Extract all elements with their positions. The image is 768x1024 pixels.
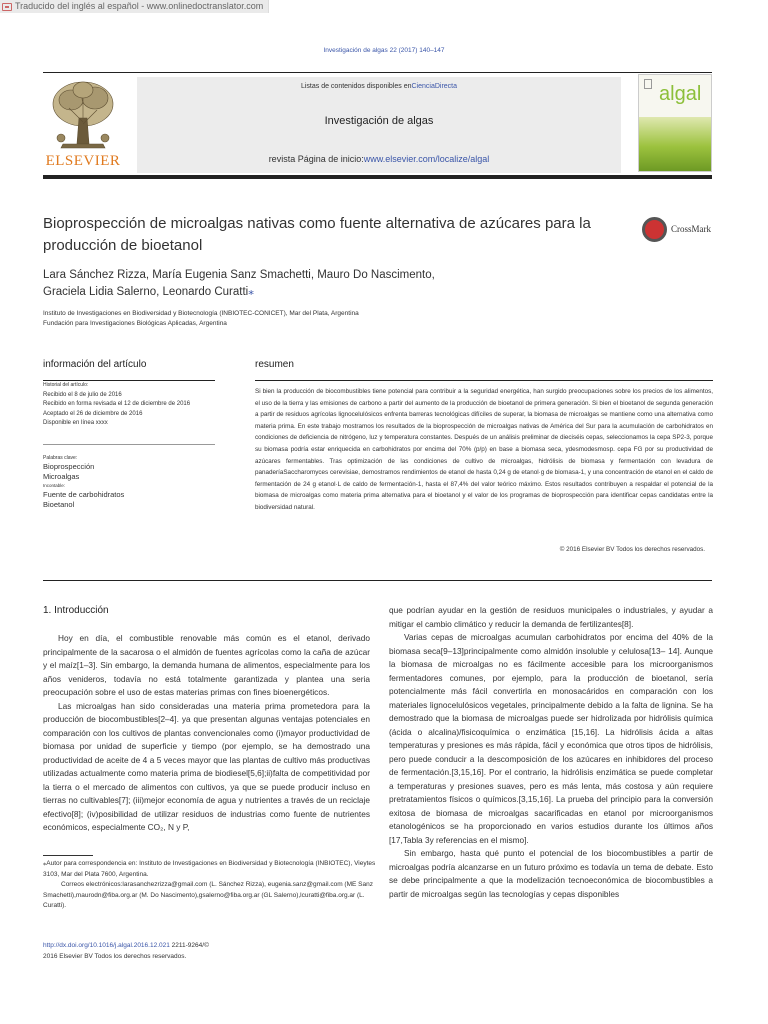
authors-line-1: Lara Sánchez Rizza, María Eugenia Sanz Smachetti, Mauro Do Nascimento,	[43, 269, 435, 281]
abstract-heading: resumen	[255, 359, 294, 370]
left-column	[43, 632, 370, 835]
footnote-emails: Correos electrónicos:larasanchezrizza@gmail.com (L. Sánchez Rizza), eugenia.sanz@gmail.com (ME Sanz Smachetti),maurodn@fiba.org.ar (M. Do Nascimento),gsalerno@fiba.org.ar (GL Salerno),lcuratti@fiba.org.ar (L. Curatti).	[43, 881, 373, 909]
journal-name: Investigación de algas	[324, 115, 434, 127]
section-title: 1. Introducción	[43, 605, 109, 616]
paragraph: Sin embargo, hasta qué punto el potencial de los biocombustibles a partir de microalgas podría alcanzarse en un futuro próximo es todavía un tema de debate. Esto se debe principalmente a que la modelización tecnoeconómica de biocombustibles a partir de microalgas según las tecnologías y cepas disponibles	[389, 848, 713, 899]
footnote-rule	[43, 855, 93, 856]
doi-copyright: 2016 Elsevier BV Todos los derechos reservados.	[43, 953, 187, 960]
history-label: Historial del artículo:	[43, 382, 89, 388]
affiliation-1: Instituto de Investigaciones en Biodiversidad y Biotecnología (INBIOTEC-CONICET), Mar del Plata, Argentina	[43, 310, 359, 317]
tree-icon	[43, 78, 123, 154]
doi-line	[43, 940, 378, 951]
affiliations	[43, 309, 463, 329]
keywords-label: Palabras clave:	[43, 455, 78, 461]
elsevier-logo	[43, 78, 123, 170]
abstract-copyright: © 2016 Elsevier BV Todos los derechos reservados.	[559, 546, 705, 553]
keywords-label-2: Incontable:	[43, 483, 66, 488]
keywords-rule	[43, 444, 215, 445]
homepage-prefix: revista Página de inicio:	[268, 154, 364, 164]
translation-banner[interactable]	[0, 0, 269, 13]
abstract-bottom-rule	[43, 580, 712, 581]
keyword-3: Fuente de carbohidratos	[43, 490, 125, 499]
cover-title: algal	[659, 83, 702, 105]
paragraph: que podrían ayudar en la gestión de residuos municipales o industriales, y ayudar a mitigar el cambio climático y reducir la demanda de fertilizantes[8].	[389, 605, 713, 629]
abstract-text: Si bien la producción de biocombustibles tiene potencial para contribuir a la seguridad energética, han surgido preocupaciones sobre los precios de los alimentos, el uso de la tierra y las emisiones de carbono a partir del aumento de la producción de bioetanol de primera generación. Si bien el bioetanol de segunda generación a partir de residuos agrícolas lignocelulósicos enfrenta barreras tecnológicas difíciles de superar, la biomasa de microalgas se mantiene como una alternativa como materia prima. En este trabajo mostramos los resultados de la bioprospección de microalgas nativas de América del Sur para la acumulación de carbohidratos en condiciones de deficiencia de nitrógeno, luz y temperatura constantes. Después de un análisis preliminar de dieciséis cepas, seleccionamos la cepa SP2-3, porque su biomasa podría estar enriquecida en carbohidratos por encima del 70% (p/p) en base a biomasa seca, ydesmodesmosp. cepa FG por su productividad de azúcares fermentables. Tras optimización de las condiciones de cultivo de microalgas, hidrólisis de biomasa y fermentación con levadura de panaderíaSaccharomyces cerevisiae, demostramos rendimientos de etanol de hasta 0,24 g de etanol·g de biomasa-1, y una concentración de etanol en el caldo de fermentación de 24 g etanol·L de caldo de fermentación-1, hasta el 87,4% del valor teórico máximo. Estos resultados contribuyen a respaldar el potencial de la biomasa de microalgas como materia prima alternativa para el bioetanol y el valor de los programas de bioprospección para identificar cepas candidatas entre la biodiversidad natural.	[255, 388, 713, 511]
history-online: Disponible en línea xxxx	[43, 420, 108, 426]
keyword-4: Bioetanol	[43, 500, 75, 509]
article-history	[43, 381, 215, 429]
paragraph: Las microalgas han sido consideradas una materia prima prometedora para la producción de biocombustibles[2–4]. ya que presentan algunas ventajas potenciales en comparación con los cultivos de plantas convencionales como (i)mayor productividad de biomasa por unidad de superficie y tiempo (por ejemplo, se ha demostrado una productividad de aceite de 4 a 5 veces mayor que las plantas de cultivo más productivas utilizadas actualmente como materia prima de biodiesel[5,6];ii)falta de competitividad por la tierra o el mercado de alimentos con cultivos, ya que se puede producir incluso en tierras no cultivables[7]; (iii)mejor economía de agua y nutrientes a través de un reciclaje efectivo[8]; (iv)posibilidad de utilizar residuos de industrias como fuente de nutrientes económicos, especialmente CO₂, N y P,	[43, 700, 370, 832]
contents-line	[137, 83, 621, 90]
doi-block	[43, 940, 378, 962]
history-revised: Recibido en forma revisada el 12 de diciembre de 2016	[43, 401, 191, 407]
homepage-link[interactable]: www.elsevier.com/localize/algal	[363, 154, 490, 164]
abstract-rule	[255, 380, 713, 381]
translate-icon	[2, 3, 12, 11]
cover-image	[639, 117, 711, 171]
author-list	[43, 267, 543, 301]
keyword-1: Bioprospección	[43, 462, 95, 471]
keywords	[43, 454, 215, 510]
paragraph: Hoy en día, el combustible renovable más común es el etanol, derivado principalmente de la sacarosa o el almidón de fuentes agrícolas como la caña de azúcar y el maíz[1–3]. Sin embargo, la demanda humana de alimentos, especialmente para los años venideros, todavía no está totalmente garantizada y plantea una seria preocupación sobre el uso de estas materias primas con fines bioenergéticos.	[43, 633, 370, 697]
issn: 2211-9264/©	[169, 942, 209, 949]
doi-link[interactable]: http://dx.doi.org/10.1016/j.algal.2016.12.021	[43, 942, 170, 949]
header-bottom-rule	[43, 175, 712, 179]
footnote-corresponding: ⁎Autor para correspondencia en: Instituto de Investigaciones en Biodiversidad y Biotecnología (INBIOTEC), Vieytes 3103, Mar del Plata 7600, Argentina.	[43, 860, 376, 878]
history-accepted: Aceptado el 26 de diciembre de 2016	[43, 410, 143, 417]
journal-reference[interactable]: Investigación de algas 22 (2017) 140–147	[323, 47, 445, 54]
paragraph: Varias cepas de microalgas acumulan carbohidratos por encima del 40% de la biomasa seca[9–13]principalmente como almidón insoluble y celulosa[13– 14]. Aunque la biomasa de microalgas no es fácilmente accesible para los microorganismos fermentadores comunes, por ejemplo, para la producción de bioetanol, sería potencialmente más fácil convertirla en monosacáridos en comparación con los materiales lignocelulósicos vegetales, principalmente debido a la falta de lignina. Se ha demostrado que la biomasa de microalgas puede ser hidrolizada por hidrólisis química (ácida o alcalina)/fisicoquímica o enzimática [15,16]. La hidrólisis ácida a altas temperaturas y presiones es más rápida, fácil y económica que otros tipos de hidrólisis, pero puede conducir a la descomposición de los azúcares en inhibidores del proceso de fermentación.[3,15,16]. Por el contrario, la hidrólisis enzimática se puede completar a temperaturas y presiones suaves, pero es más lenta, más costosa y aún requiere pretratamientos físicos o químicos.[3,15,16]. La prueba del principio para la conversión exitosa de biomasa de microalgas sacarificadas en etanol por microorganismos etanologénicos se ha proporcionado en varios estudios durante los últimos años [17,Tabla 3y referencias en el mismo].	[389, 632, 713, 845]
keyword-2: Microalgas	[43, 472, 80, 481]
sciencedirect-link[interactable]: CienciaDirecta	[411, 83, 458, 90]
history-received: Recibido el 8 de julio de 2016	[43, 391, 122, 398]
right-column	[389, 604, 713, 901]
journal-header-box	[137, 77, 621, 173]
article-info-heading: información del artículo	[43, 359, 147, 370]
authors-names: Graciela Lidia Salerno, Leonardo Curatti	[43, 286, 249, 298]
header-top-rule	[43, 72, 712, 73]
publisher-name: ELSEVIER	[45, 153, 121, 169]
authors-line-2	[43, 284, 543, 301]
crossmark-label: CrossMark	[671, 224, 711, 234]
corresponding-author-mark[interactable]: ⁎	[248, 286, 254, 298]
cover-logo-icon	[644, 79, 652, 89]
contents-prefix: Listas de contenidos disponibles en	[300, 83, 412, 90]
footnote	[43, 859, 378, 912]
homepage-line	[137, 154, 621, 164]
banner-text: Traducido del inglés al español - www.onlinedoctranslator.com	[15, 1, 264, 11]
affiliation-2: Fundación para Investigaciones Biológicas Aplicadas, Argentina	[43, 320, 227, 327]
crossmark-icon	[642, 217, 667, 242]
article-title: Bioprospección de microalgas nativas como fuente alternativa de azúcares para la producción de bioetanol	[43, 215, 591, 254]
journal-cover[interactable]	[638, 74, 712, 172]
crossmark-badge[interactable]	[642, 214, 722, 244]
